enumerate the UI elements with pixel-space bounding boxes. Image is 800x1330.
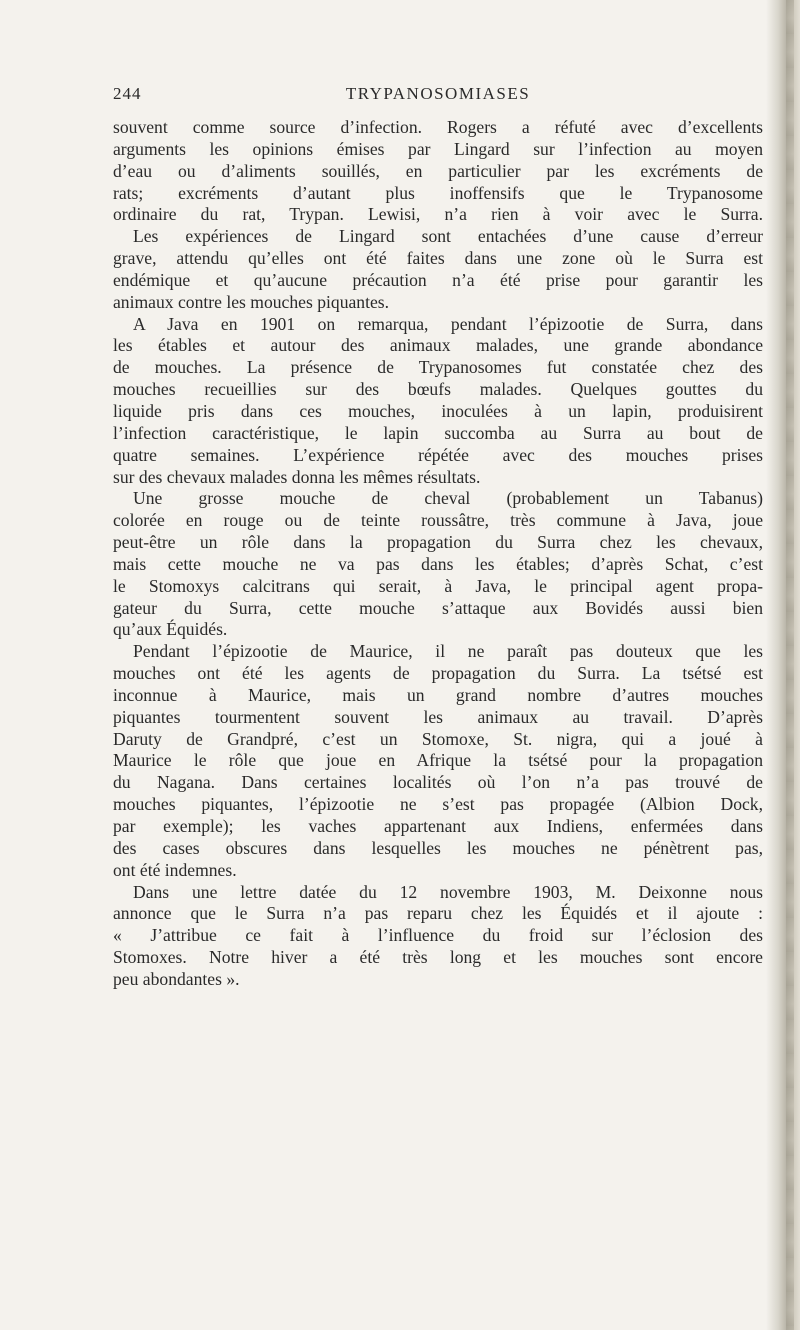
text-line: les étables et autour des animaux malades, une grande abondance [113,335,763,356]
text-line: peut-être un rôle dans la propagation du Surra chez les chevaux, [113,532,763,553]
running-head: TRYPANOSOMIASES [345,84,531,103]
text-line: le Stomoxys calcitrans qui serait, à Java, le principal agent propa- [113,575,763,596]
text-line: annonce que le Surra n’a pas reparu chez les Équidés et il ajoute : [113,903,763,924]
text-line: l’infection caractéristique, le lapin succomba au Surra au bout de [113,422,763,443]
text-line: gateur du Surra, cette mouche s’attaque aux Bovidés aussi bien [113,597,763,618]
text-line: liquide pris dans ces mouches, inoculées à un lapin, produisirent [113,400,763,421]
text-line: rats; excréments d’autant plus inoffensifs que le Trypanosome [113,182,763,203]
text-line: endémique et qu’aucune précaution n’a été prise pour garantir les [113,269,763,290]
page-header [113,84,763,108]
text-line: qu’aux Équidés. [113,619,228,640]
text-line: peu abondantes ». [113,968,240,989]
text-line: Une grosse mouche de cheval (probablement un Tabanus) [133,488,763,509]
page-body [113,117,763,991]
text-line: Dans une lettre datée du 12 novembre 1903, M. Deixonne nous [133,881,763,902]
text-line: Daruty de Grandpré, c’est un Stomoxe, St. nigra, qui a joué à [113,728,763,749]
text-line: de mouches. La présence de Trypanosomes fut constatée chez des [113,357,763,378]
text-line: mouches piquantes, l’épizootie ne s’est pas propagée (Albion Dock, [113,794,763,815]
text-line: ont été indemnes. [113,859,237,880]
text-line: Maurice le rôle que joue en Afrique la tsétsé pour la propagation [113,750,763,771]
text-line: piquantes tourmentent souvent les animaux au travail. D’après [113,706,763,727]
text-line: Pendant l’épizootie de Maurice, il ne paraît pas douteux que les [133,641,763,662]
text-line: des cases obscures dans lesquelles les mouches ne pénètrent pas, [113,837,763,858]
text-line: mouches recueillies sur des bœufs malades. Quelques gouttes du [113,379,763,400]
page-edge-shadow [766,0,800,1330]
text-line: Stomoxes. Notre hiver a été très long et les mouches sont encore [113,947,763,968]
text-line: par exemple); les vaches appartenant aux Indiens, enfermées dans [113,816,763,836]
text-line: sur des chevaux malades donna les mêmes résultats. [113,466,481,487]
text-line: d’eau ou d’aliments souillés, en particulier par les excréments de [113,160,763,181]
text-line: souvent comme source d’infection. Rogers a réfuté avec d’excellents [113,117,763,137]
text-line: animaux contre les mouches piquantes. [113,291,390,312]
page-number: 244 [113,84,142,103]
binding-shadow [786,0,794,1330]
text-line: quatre semaines. L’expérience répétée avec des mouches prises [113,444,763,465]
text-line: inconnue à Maurice, mais un grand nombre d’autres mouches [113,684,763,705]
text-line: arguments les opinions émises par Lingard sur l’infection au moyen [113,138,763,159]
text-line: « J’attribue ce fait à l’influence du froid sur l’éclosion des [113,925,763,946]
text-line: colorée en rouge ou de teinte roussâtre, très commune à Java, joue [113,510,763,531]
text-line: mais cette mouche ne va pas dans les étables; d’après Schat, c’est [113,553,763,574]
text-line: mouches ont été les agents de propagation du Surra. La tsétsé est [113,663,763,684]
text-line: ordinaire du rat, Trypan. Lewisi, n’a rien à voir avec le Surra. [113,204,763,225]
text-line: Les expériences de Lingard sont entachées d’une cause d’erreur [133,226,763,247]
text-line: du Nagana. Dans certaines localités où l’on n’a pas trouvé de [113,772,763,793]
text-line: grave, attendu qu’elles ont été faites dans une zone où le Surra est [113,248,763,269]
text-line: A Java en 1901 on remarqua, pendant l’épizootie de Surra, dans [133,313,763,334]
